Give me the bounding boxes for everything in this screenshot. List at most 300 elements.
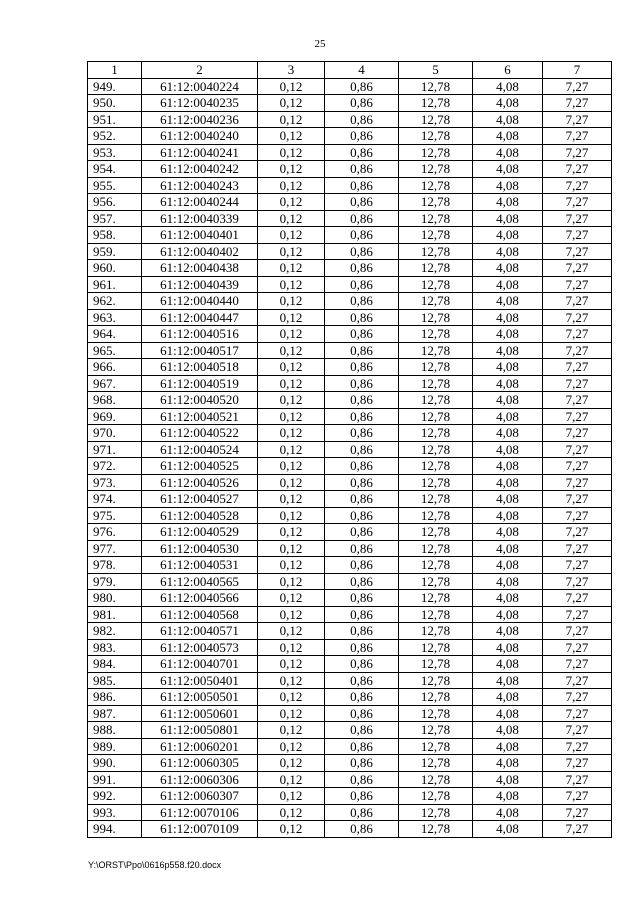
table-cell-col-1: 962.	[88, 293, 142, 310]
table-cell-col-5: 12,78	[399, 392, 473, 409]
table-cell-col-2: 61:12:0040224	[142, 78, 258, 95]
table-cell-col-7: 7,27	[543, 128, 612, 145]
table-row	[88, 194, 612, 211]
table-cell-col-1: 951.	[88, 111, 142, 128]
table-cell-col-1: 977.	[88, 540, 142, 557]
table-cell-col-2: 61:12:0050501	[142, 689, 258, 706]
table-cell-col-2: 61:12:0040530	[142, 540, 258, 557]
table-cell-col-7: 7,27	[543, 408, 612, 425]
table-cell-col-6: 4,08	[473, 656, 543, 673]
table-cell-col-6: 4,08	[473, 144, 543, 161]
table-cell-col-6: 4,08	[473, 392, 543, 409]
table-cell-col-1: 994.	[88, 821, 142, 838]
table-cell-col-7: 7,27	[543, 144, 612, 161]
table-cell-col-1: 950.	[88, 95, 142, 112]
table-cell-col-2: 61:12:0040240	[142, 128, 258, 145]
table-cell-col-6: 4,08	[473, 821, 543, 838]
table-cell-col-4: 0,86	[325, 590, 399, 607]
table-cell-col-5: 12,78	[399, 293, 473, 310]
table-cell-col-3: 0,12	[258, 194, 325, 211]
table-cell-col-6: 4,08	[473, 293, 543, 310]
table-cell-col-2: 61:12:0040520	[142, 392, 258, 409]
table-cell-col-7: 7,27	[543, 243, 612, 260]
table-cell-col-3: 0,12	[258, 755, 325, 772]
table-cell-col-6: 4,08	[473, 111, 543, 128]
table-cell-col-3: 0,12	[258, 804, 325, 821]
table-cell-col-4: 0,86	[325, 144, 399, 161]
table-row	[88, 441, 612, 458]
table-cell-col-2: 61:12:0040524	[142, 441, 258, 458]
table-cell-col-4: 0,86	[325, 194, 399, 211]
table-cell-col-6: 4,08	[473, 491, 543, 508]
table-cell-col-5: 12,78	[399, 606, 473, 623]
table-cell-col-2: 61:12:0040531	[142, 557, 258, 574]
table-cell-col-6: 4,08	[473, 590, 543, 607]
table-cell-col-4: 0,86	[325, 95, 399, 112]
table-cell-col-5: 12,78	[399, 177, 473, 194]
table-cell-col-6: 4,08	[473, 722, 543, 739]
table-cell-col-5: 12,78	[399, 243, 473, 260]
table-row	[88, 161, 612, 178]
table-cell-col-6: 4,08	[473, 689, 543, 706]
table-cell-col-1: 955.	[88, 177, 142, 194]
table-cell-col-3: 0,12	[258, 375, 325, 392]
table-row	[88, 326, 612, 343]
table-row	[88, 722, 612, 739]
table-cell-col-7: 7,27	[543, 276, 612, 293]
table-row	[88, 359, 612, 376]
table-cell-col-3: 0,12	[258, 590, 325, 607]
table-cell-col-4: 0,86	[325, 375, 399, 392]
table-cell-col-7: 7,27	[543, 78, 612, 95]
table-row	[88, 672, 612, 689]
table-row	[88, 557, 612, 574]
table-cell-col-6: 4,08	[473, 639, 543, 656]
table-cell-col-4: 0,86	[325, 656, 399, 673]
table-cell-col-7: 7,27	[543, 540, 612, 557]
table-cell-col-1: 971.	[88, 441, 142, 458]
page-number: 25	[314, 38, 326, 50]
table-cell-col-4: 0,86	[325, 408, 399, 425]
table-cell-col-2: 61:12:0040244	[142, 194, 258, 211]
table-cell-col-1: 981.	[88, 606, 142, 623]
table-row	[88, 705, 612, 722]
table-cell-col-4: 0,86	[325, 342, 399, 359]
table-cell-col-6: 4,08	[473, 705, 543, 722]
table-cell-col-5: 12,78	[399, 639, 473, 656]
table-row	[88, 491, 612, 508]
table-cell-col-2: 61:12:0040243	[142, 177, 258, 194]
table-cell-col-1: 964.	[88, 326, 142, 343]
table-cell-col-4: 0,86	[325, 788, 399, 805]
table-cell-col-4: 0,86	[325, 705, 399, 722]
table-cell-col-5: 12,78	[399, 458, 473, 475]
table-row	[88, 755, 612, 772]
table-cell-col-6: 4,08	[473, 474, 543, 491]
table-cell-col-7: 7,27	[543, 738, 612, 755]
table-cell-col-1: 965.	[88, 342, 142, 359]
table-cell-col-5: 12,78	[399, 326, 473, 343]
table-cell-col-4: 0,86	[325, 309, 399, 326]
table-cell-col-2: 61:12:0040241	[142, 144, 258, 161]
table-cell-col-2: 61:12:0060201	[142, 738, 258, 755]
table-cell-col-3: 0,12	[258, 243, 325, 260]
table-cell-col-6: 4,08	[473, 408, 543, 425]
table-row	[88, 342, 612, 359]
table-cell-col-6: 4,08	[473, 227, 543, 244]
table-cell-col-6: 4,08	[473, 540, 543, 557]
table-cell-col-2: 61:12:0070109	[142, 821, 258, 838]
table-cell-col-1: 984.	[88, 656, 142, 673]
table-cell-col-1: 973.	[88, 474, 142, 491]
table-cell-col-6: 4,08	[473, 342, 543, 359]
table-cell-col-2: 61:12:0040565	[142, 573, 258, 590]
table-cell-col-7: 7,27	[543, 375, 612, 392]
table-cell-col-4: 0,86	[325, 639, 399, 656]
table-row	[88, 95, 612, 112]
table-cell-col-2: 61:12:0060305	[142, 755, 258, 772]
table-cell-col-2: 61:12:0040339	[142, 210, 258, 227]
table-cell-col-7: 7,27	[543, 326, 612, 343]
table-cell-col-5: 12,78	[399, 309, 473, 326]
table-cell-col-1: 966.	[88, 359, 142, 376]
table-cell-col-5: 12,78	[399, 342, 473, 359]
table-cell-col-1: 983.	[88, 639, 142, 656]
table-row	[88, 804, 612, 821]
header-cell-3: 3	[258, 62, 325, 79]
table-cell-col-2: 61:12:0040528	[142, 507, 258, 524]
table-cell-col-2: 61:12:0040518	[142, 359, 258, 376]
table-cell-col-3: 0,12	[258, 359, 325, 376]
table-body	[88, 78, 612, 837]
table-cell-col-1: 958.	[88, 227, 142, 244]
table-cell-col-3: 0,12	[258, 573, 325, 590]
header-cell-4: 4	[325, 62, 399, 79]
table-cell-col-2: 61:12:0040521	[142, 408, 258, 425]
table-cell-col-1: 957.	[88, 210, 142, 227]
table-cell-col-3: 0,12	[258, 408, 325, 425]
table-cell-col-4: 0,86	[325, 474, 399, 491]
table-cell-col-5: 12,78	[399, 524, 473, 541]
table-row	[88, 458, 612, 475]
table-header	[88, 62, 612, 79]
table-cell-col-3: 0,12	[258, 227, 325, 244]
table-cell-col-1: 988.	[88, 722, 142, 739]
table-cell-col-4: 0,86	[325, 326, 399, 343]
table-cell-col-3: 0,12	[258, 425, 325, 442]
table-cell-col-6: 4,08	[473, 755, 543, 772]
table-row	[88, 821, 612, 838]
table-cell-col-5: 12,78	[399, 78, 473, 95]
header-cell-2: 2	[142, 62, 258, 79]
table-cell-col-4: 0,86	[325, 359, 399, 376]
table-cell-col-3: 0,12	[258, 705, 325, 722]
table-cell-col-5: 12,78	[399, 425, 473, 442]
table-cell-col-4: 0,86	[325, 722, 399, 739]
table-cell-col-5: 12,78	[399, 227, 473, 244]
table-cell-col-7: 7,27	[543, 425, 612, 442]
table-cell-col-2: 61:12:0040402	[142, 243, 258, 260]
table-cell-col-6: 4,08	[473, 309, 543, 326]
table-row	[88, 689, 612, 706]
table-row	[88, 276, 612, 293]
table-cell-col-2: 61:12:0050801	[142, 722, 258, 739]
table-cell-col-1: 961.	[88, 276, 142, 293]
table-cell-col-4: 0,86	[325, 507, 399, 524]
table-cell-col-6: 4,08	[473, 243, 543, 260]
table-cell-col-3: 0,12	[258, 738, 325, 755]
table-cell-col-6: 4,08	[473, 557, 543, 574]
table-cell-col-5: 12,78	[399, 689, 473, 706]
table-cell-col-7: 7,27	[543, 705, 612, 722]
table-cell-col-5: 12,78	[399, 540, 473, 557]
table-cell-col-1: 978.	[88, 557, 142, 574]
table-cell-col-1: 959.	[88, 243, 142, 260]
table-cell-col-3: 0,12	[258, 524, 325, 541]
header-cell-6: 6	[473, 62, 543, 79]
table-cell-col-7: 7,27	[543, 210, 612, 227]
table-cell-col-1: 952.	[88, 128, 142, 145]
table-cell-col-4: 0,86	[325, 177, 399, 194]
table-cell-col-4: 0,86	[325, 804, 399, 821]
table-cell-col-6: 4,08	[473, 359, 543, 376]
table-cell-col-3: 0,12	[258, 309, 325, 326]
table-cell-col-1: 980.	[88, 590, 142, 607]
table-cell-col-3: 0,12	[258, 293, 325, 310]
table-cell-col-7: 7,27	[543, 474, 612, 491]
table-cell-col-2: 61:12:0040447	[142, 309, 258, 326]
table-cell-col-2: 61:12:0060307	[142, 788, 258, 805]
table-cell-col-4: 0,86	[325, 524, 399, 541]
header-cell-7: 7	[543, 62, 612, 79]
table-cell-col-7: 7,27	[543, 95, 612, 112]
table-cell-col-6: 4,08	[473, 573, 543, 590]
table-cell-col-5: 12,78	[399, 161, 473, 178]
table-cell-col-4: 0,86	[325, 243, 399, 260]
table-cell-col-1: 954.	[88, 161, 142, 178]
table-cell-col-6: 4,08	[473, 507, 543, 524]
table-row	[88, 111, 612, 128]
table-cell-col-1: 992.	[88, 788, 142, 805]
table-cell-col-1: 986.	[88, 689, 142, 706]
table-cell-col-5: 12,78	[399, 755, 473, 772]
table-cell-col-7: 7,27	[543, 260, 612, 277]
table-cell-col-3: 0,12	[258, 672, 325, 689]
table-cell-col-5: 12,78	[399, 441, 473, 458]
table-cell-col-7: 7,27	[543, 722, 612, 739]
table-cell-col-2: 61:12:0040242	[142, 161, 258, 178]
table-row	[88, 309, 612, 326]
table-cell-col-7: 7,27	[543, 672, 612, 689]
table-cell-col-6: 4,08	[473, 771, 543, 788]
table-cell-col-3: 0,12	[258, 540, 325, 557]
table-cell-col-5: 12,78	[399, 573, 473, 590]
table-cell-col-3: 0,12	[258, 507, 325, 524]
table-cell-col-3: 0,12	[258, 161, 325, 178]
table-cell-col-5: 12,78	[399, 507, 473, 524]
table-cell-col-5: 12,78	[399, 590, 473, 607]
table-cell-col-5: 12,78	[399, 788, 473, 805]
table-cell-col-1: 976.	[88, 524, 142, 541]
table-cell-col-1: 949.	[88, 78, 142, 95]
table-cell-col-7: 7,27	[543, 524, 612, 541]
table-cell-col-6: 4,08	[473, 804, 543, 821]
table-cell-col-5: 12,78	[399, 738, 473, 755]
table-cell-col-6: 4,08	[473, 161, 543, 178]
table-cell-col-7: 7,27	[543, 804, 612, 821]
table-cell-col-7: 7,27	[543, 342, 612, 359]
table-cell-col-4: 0,86	[325, 540, 399, 557]
table-row	[88, 623, 612, 640]
table-cell-col-4: 0,86	[325, 821, 399, 838]
table-cell-col-7: 7,27	[543, 788, 612, 805]
table-row	[88, 243, 612, 260]
table-cell-col-2: 61:12:0040571	[142, 623, 258, 640]
table-row	[88, 590, 612, 607]
table-cell-col-4: 0,86	[325, 755, 399, 772]
table-cell-col-5: 12,78	[399, 111, 473, 128]
table-cell-col-4: 0,86	[325, 441, 399, 458]
table-cell-col-3: 0,12	[258, 392, 325, 409]
table-cell-col-1: 975.	[88, 507, 142, 524]
table-cell-col-3: 0,12	[258, 210, 325, 227]
table-row	[88, 606, 612, 623]
table-cell-col-1: 969.	[88, 408, 142, 425]
table-cell-col-7: 7,27	[543, 573, 612, 590]
table-cell-col-4: 0,86	[325, 111, 399, 128]
table-cell-col-2: 61:12:0040526	[142, 474, 258, 491]
header-cell-1: 1	[88, 62, 142, 79]
table-cell-col-4: 0,86	[325, 689, 399, 706]
table-cell-col-2: 61:12:0060306	[142, 771, 258, 788]
table-cell-col-2: 61:12:0050601	[142, 705, 258, 722]
header-cell-5: 5	[399, 62, 473, 79]
table-cell-col-3: 0,12	[258, 128, 325, 145]
table-cell-col-1: 993.	[88, 804, 142, 821]
table-row	[88, 128, 612, 145]
table-row	[88, 738, 612, 755]
table-cell-col-3: 0,12	[258, 78, 325, 95]
table-row	[88, 227, 612, 244]
table-cell-col-6: 4,08	[473, 95, 543, 112]
table-cell-col-4: 0,86	[325, 573, 399, 590]
table-cell-col-6: 4,08	[473, 177, 543, 194]
table-row	[88, 771, 612, 788]
table-cell-col-2: 61:12:0040438	[142, 260, 258, 277]
table-cell-col-3: 0,12	[258, 111, 325, 128]
table-cell-col-6: 4,08	[473, 606, 543, 623]
table-cell-col-3: 0,12	[258, 606, 325, 623]
table-row	[88, 293, 612, 310]
table-row	[88, 425, 612, 442]
table-row	[88, 210, 612, 227]
table-cell-col-5: 12,78	[399, 210, 473, 227]
table-cell-col-2: 61:12:0040573	[142, 639, 258, 656]
table-cell-col-4: 0,86	[325, 260, 399, 277]
table-cell-col-1: 972.	[88, 458, 142, 475]
table-cell-col-7: 7,27	[543, 359, 612, 376]
table-cell-col-4: 0,86	[325, 128, 399, 145]
table-cell-col-6: 4,08	[473, 326, 543, 343]
table-cell-col-2: 61:12:0040516	[142, 326, 258, 343]
table-cell-col-7: 7,27	[543, 458, 612, 475]
table-cell-col-2: 61:12:0040568	[142, 606, 258, 623]
table-cell-col-6: 4,08	[473, 78, 543, 95]
table-cell-col-3: 0,12	[258, 276, 325, 293]
table-cell-col-4: 0,86	[325, 392, 399, 409]
table-cell-col-4: 0,86	[325, 458, 399, 475]
table-cell-col-6: 4,08	[473, 425, 543, 442]
table-cell-col-6: 4,08	[473, 260, 543, 277]
table-cell-col-3: 0,12	[258, 771, 325, 788]
table-cell-col-7: 7,27	[543, 771, 612, 788]
table-cell-col-2: 61:12:0040701	[142, 656, 258, 673]
table-row	[88, 656, 612, 673]
table-cell-col-7: 7,27	[543, 227, 612, 244]
table-cell-col-3: 0,12	[258, 326, 325, 343]
table-cell-col-1: 989.	[88, 738, 142, 755]
table-cell-col-5: 12,78	[399, 821, 473, 838]
table-row	[88, 375, 612, 392]
table-cell-col-3: 0,12	[258, 441, 325, 458]
table-cell-col-3: 0,12	[258, 639, 325, 656]
table-cell-col-3: 0,12	[258, 177, 325, 194]
table-cell-col-2: 61:12:0040439	[142, 276, 258, 293]
table-cell-col-2: 61:12:0040529	[142, 524, 258, 541]
table-cell-col-2: 61:12:0040527	[142, 491, 258, 508]
table-cell-col-3: 0,12	[258, 656, 325, 673]
table-cell-col-2: 61:12:0040522	[142, 425, 258, 442]
table-cell-col-7: 7,27	[543, 293, 612, 310]
table-cell-col-5: 12,78	[399, 656, 473, 673]
table-cell-col-4: 0,86	[325, 557, 399, 574]
table-cell-col-6: 4,08	[473, 524, 543, 541]
table-cell-col-7: 7,27	[543, 441, 612, 458]
table-cell-col-7: 7,27	[543, 557, 612, 574]
table-cell-col-5: 12,78	[399, 491, 473, 508]
table-cell-col-2: 61:12:0040401	[142, 227, 258, 244]
table-cell-col-2: 61:12:0040519	[142, 375, 258, 392]
table-cell-col-2: 61:12:0070106	[142, 804, 258, 821]
table-cell-col-6: 4,08	[473, 788, 543, 805]
table-cell-col-3: 0,12	[258, 342, 325, 359]
table-cell-col-7: 7,27	[543, 309, 612, 326]
table-cell-col-1: 960.	[88, 260, 142, 277]
table-cell-col-7: 7,27	[543, 507, 612, 524]
table-cell-col-2: 61:12:0040236	[142, 111, 258, 128]
table-cell-col-2: 61:12:0040566	[142, 590, 258, 607]
table-cell-col-4: 0,86	[325, 606, 399, 623]
table-cell-col-7: 7,27	[543, 755, 612, 772]
table-cell-col-3: 0,12	[258, 458, 325, 475]
table-row	[88, 507, 612, 524]
table-cell-col-5: 12,78	[399, 705, 473, 722]
table-cell-col-6: 4,08	[473, 458, 543, 475]
table-cell-col-7: 7,27	[543, 177, 612, 194]
data-table	[87, 61, 612, 838]
table-cell-col-3: 0,12	[258, 260, 325, 277]
table-cell-col-1: 968.	[88, 392, 142, 409]
table-cell-col-1: 987.	[88, 705, 142, 722]
table-cell-col-1: 970.	[88, 425, 142, 442]
table-cell-col-6: 4,08	[473, 441, 543, 458]
table-cell-col-1: 991.	[88, 771, 142, 788]
table-cell-col-2: 61:12:0050401	[142, 672, 258, 689]
table-cell-col-6: 4,08	[473, 210, 543, 227]
table-cell-col-4: 0,86	[325, 771, 399, 788]
table-cell-col-3: 0,12	[258, 722, 325, 739]
table-cell-col-7: 7,27	[543, 491, 612, 508]
